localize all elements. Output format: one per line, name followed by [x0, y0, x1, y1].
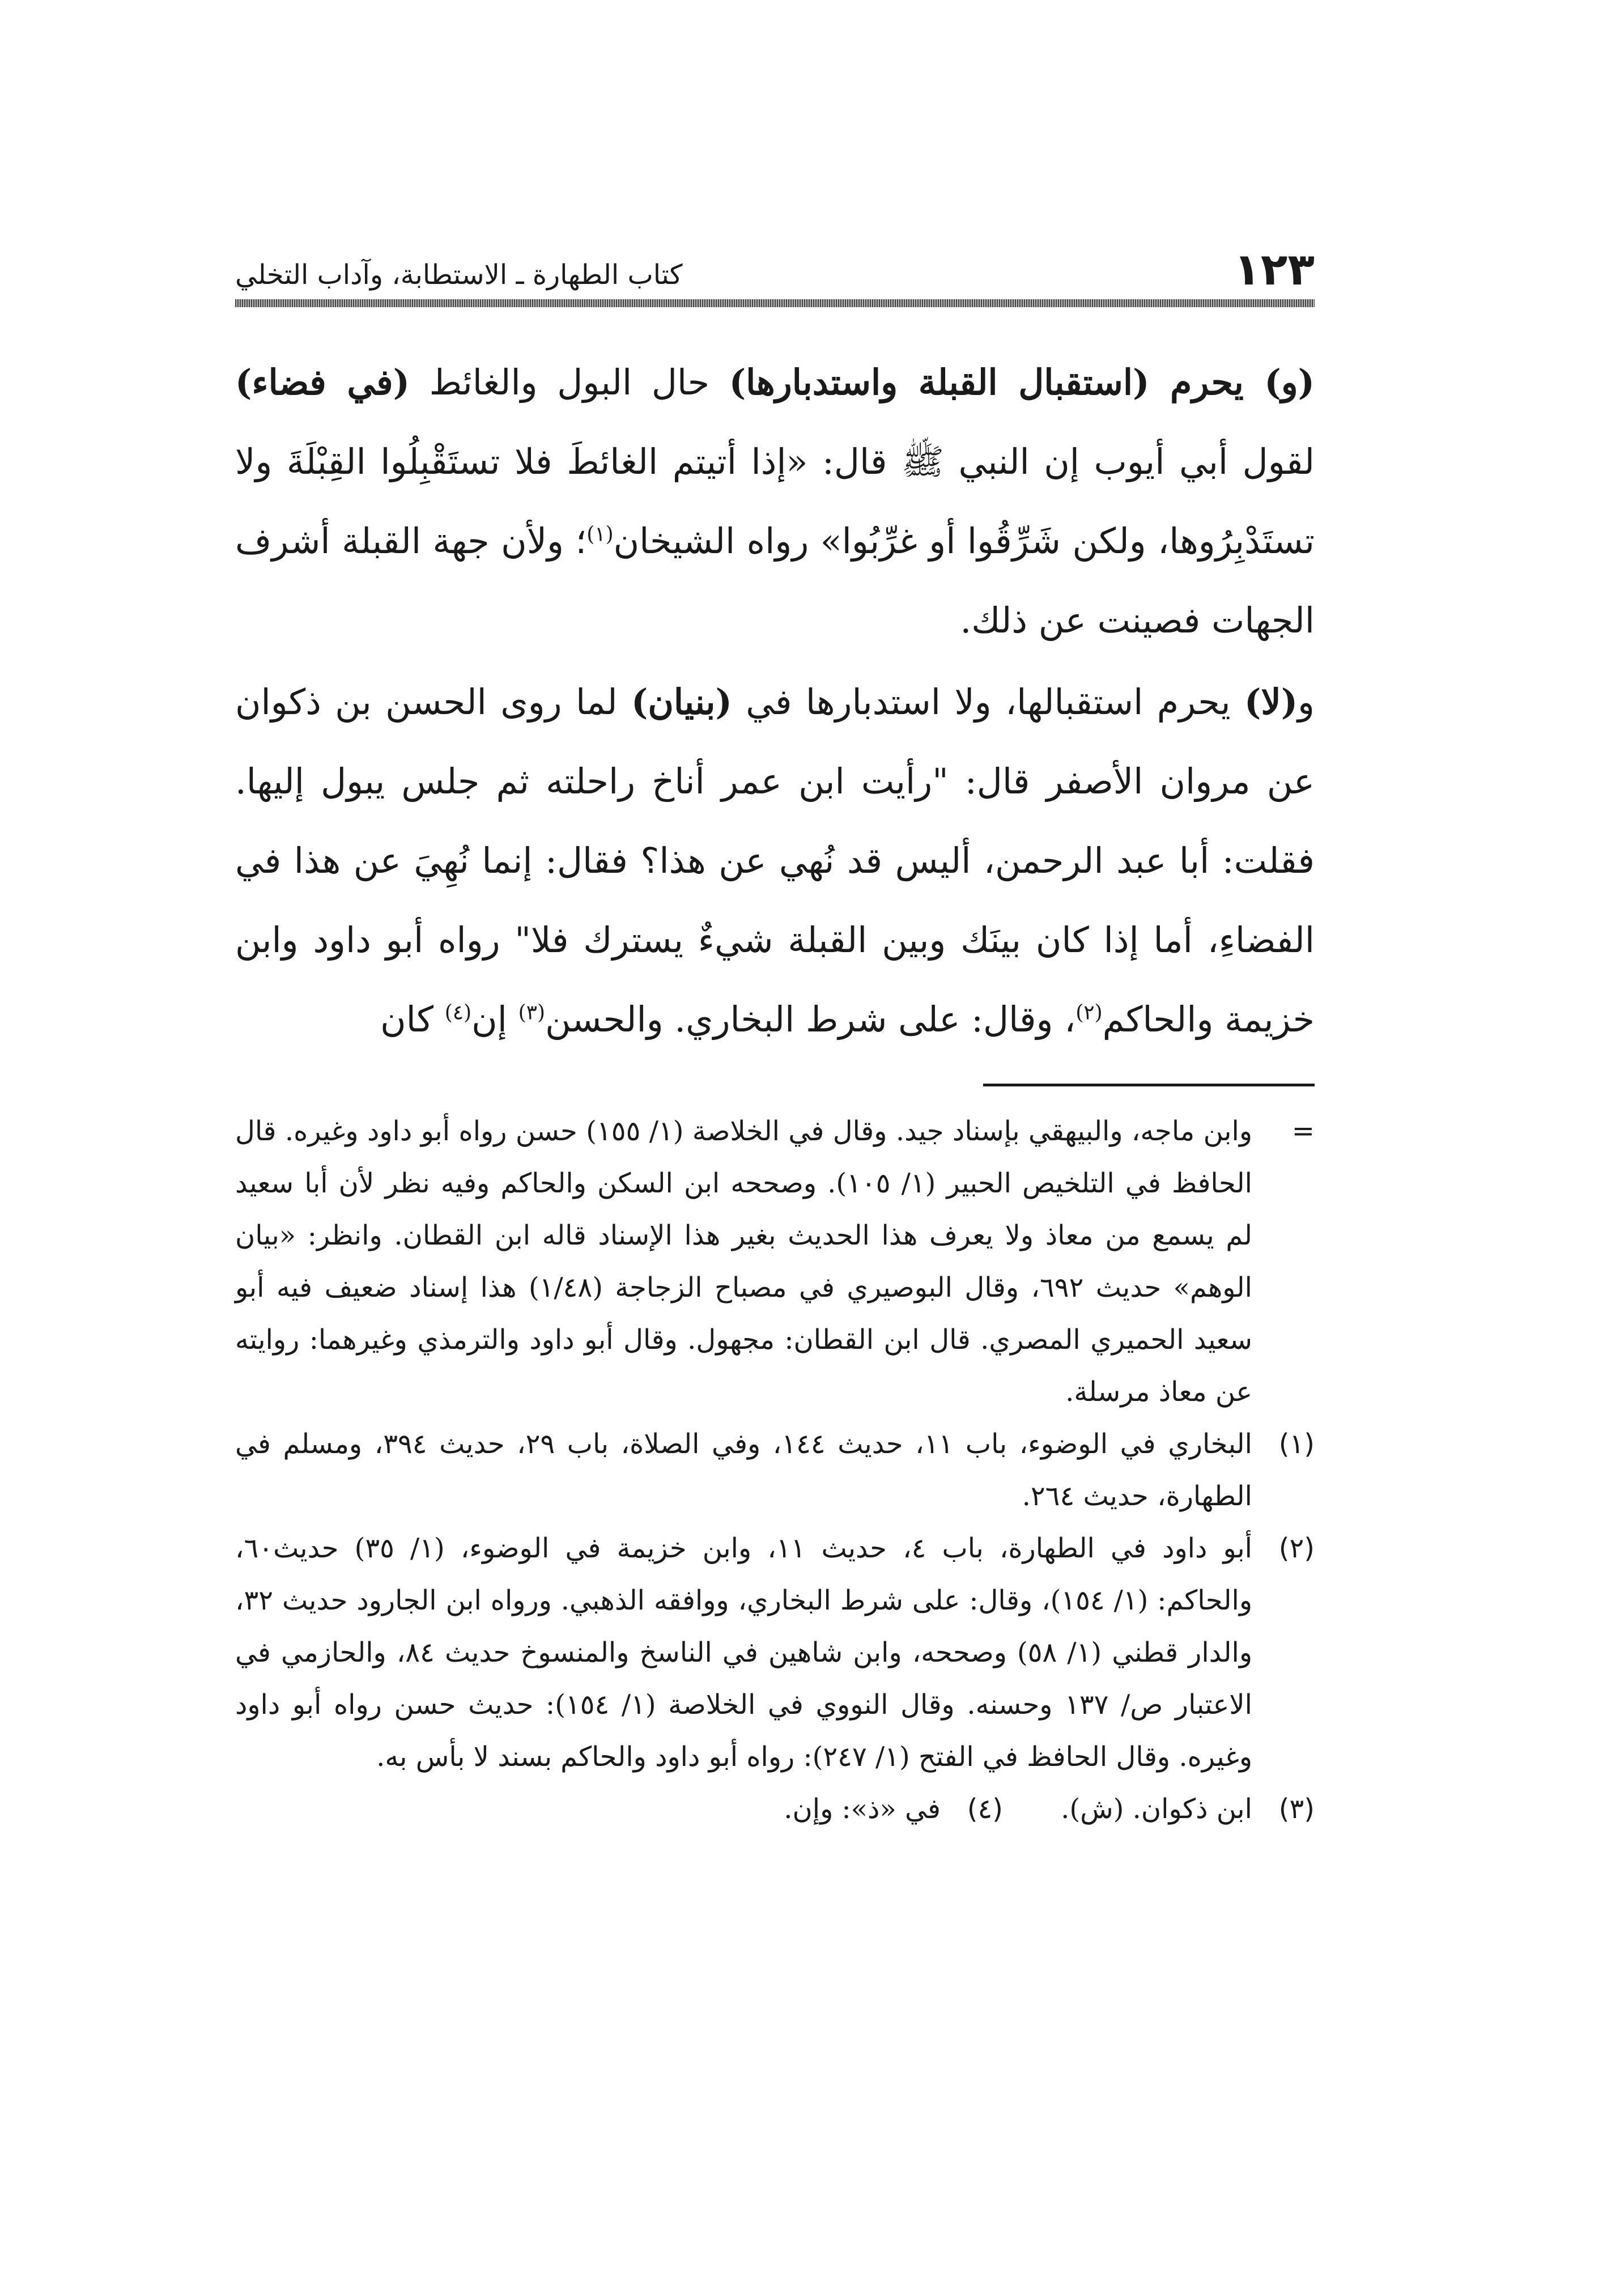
paragraph-1 — [235, 343, 1315, 660]
text-span: كان — [380, 999, 445, 1040]
text-span: لما روى الحسن بن ذكوان عن مروان الأصفر قال: "رأيت ابن عمر أناخ راحلته ثم جلس يبول إليها. فقلت: أبا عبد الرحمن، أليس قد نُهي عن هذا؟ فقال: إنما نُهِيَ عن هذا في الفضاءِ، أما إذا كان بينَك وبين القبلة شيءٌ يسترك فلا" رواه أبو داود وابن خزيمة والحاكم — [235, 681, 1315, 1040]
text-span: ، وقال: على شرط البخاري. والحسن — [545, 999, 1076, 1040]
text-span: حال البول والغائط — [409, 362, 729, 403]
footnotes — [235, 1105, 1315, 1835]
footnote-number: (١) — [1278, 1428, 1315, 1460]
footnote-3-4 — [235, 1783, 1315, 1835]
text-span: لقول أبي أيوب إن النبي ﷺ قال: «إذا أتيتم الغائطَ فلا تستَقْبِلُوا القِبْلَةَ ولا تستَدْبِرُوها، ولكن شَرِّقُوا أو غرِّبُوا» رواه الشيخان — [235, 441, 1315, 562]
footnote-text: البخاري في الوضوء، باب ١١، حديث ١٤٤، وفي الصلاة، باب ٢٩، حديث ٣٩٤، ومسلم في الطهارة، حديث ٢٦٤. — [235, 1428, 1253, 1512]
footnote-number: (٢) — [1278, 1532, 1315, 1564]
footnote-number: (٣) — [1278, 1793, 1315, 1825]
footnote-1 — [235, 1418, 1315, 1522]
text-span: و — [1298, 681, 1315, 723]
running-title: كتاب الطهارة ـ الاستطابة، وآداب التخلي — [235, 259, 683, 291]
page-number: ١٢٣ — [1234, 244, 1315, 295]
text-span: (و) يحرم — [1149, 362, 1315, 403]
text-span-bold: (استقبال القبلة واستدبارها) — [729, 362, 1150, 403]
footnote-ref-2: (٢) — [1075, 1001, 1103, 1025]
footnote-continued — [235, 1105, 1315, 1418]
text-span-bold: (في فضاء) — [235, 362, 410, 403]
footnote-ref-3: (٣) — [518, 1001, 546, 1025]
footnote-ref-1: (١) — [586, 523, 614, 546]
text-span: إن — [471, 999, 518, 1040]
footnote-number: (٤) — [967, 1793, 1003, 1825]
footnote-2 — [235, 1522, 1315, 1783]
text-span: ؛ ولأن جهة القبلة أشرف الجهات فصينت عن ذلك. — [235, 520, 1315, 641]
page-header — [235, 230, 1315, 295]
continued-mark: = — [1291, 1115, 1315, 1147]
paragraph-2 — [235, 663, 1315, 1059]
footnote-ref-4: (٤) — [444, 1001, 472, 1025]
header-rule — [235, 299, 1315, 307]
text-span: يحرم استقبالها، ولا استدبارها في — [732, 681, 1245, 723]
footnote-text: في «ذ»: وإن. — [784, 1793, 941, 1825]
footnote-text: ابن ذكوان. (ش). — [1061, 1793, 1252, 1825]
footnote-separator — [983, 1084, 1315, 1086]
main-text — [235, 343, 1315, 1059]
footnote-text: أبو داود في الطهارة، باب ٤، حديث ١١، وابن خزيمة في الوضوء، (١/ ٣٥) حديث٦٠، والحاكم: (١/ ١٥٤)، وقال: على شرط البخاري، ووافقه الذهبي. ورواه ابن الجارود حديث ٣٢، والدار قطني (١/ ٥٨) وصححه، وابن شاهين في الناسخ والمنسوخ حديث ٨٤، والحازمي في الاعتبار ص/ ١٣٧ وحسنه. وقال النووي في الخلاصة (١/ ١٥٤): حديث حسن رواه أبو داود وغيره. وقال الحافظ في الفتح (١/ ٢٤٧): رواه أبو داود والحاكم بسند لا بأس به. — [235, 1532, 1253, 1773]
footnote-text: وابن ماجه، والبيهقي بإسناد جيد. وقال في الخلاصة (١/ ١٥٥) حسن رواه أبو داود وغيره. قال الحافظ في التلخيص الحبير (١/ ١٠٥). وصححه ابن السكن والحاكم وفيه نظر لأن أبا سعيد لم يسمع من معاذ ولا يعرف هذا الحديث بغير هذا الإسناد قاله ابن القطان. وانظر: «بيان الوهم» حديث ٦٩٢، وقال البوصيري في مصباح الزجاجة (١/٤٨) هذا إسناد ضعيف فيه أبو سعيد الحميري المصري. قال ابن القطان: مجهول. وقال أبو داود والترمذي وغيرهما: روايته عن معاذ مرسلة. — [235, 1115, 1253, 1408]
text-span-bold: (بنيان) — [631, 681, 732, 723]
text-span-bold: (لا) — [1244, 681, 1298, 723]
